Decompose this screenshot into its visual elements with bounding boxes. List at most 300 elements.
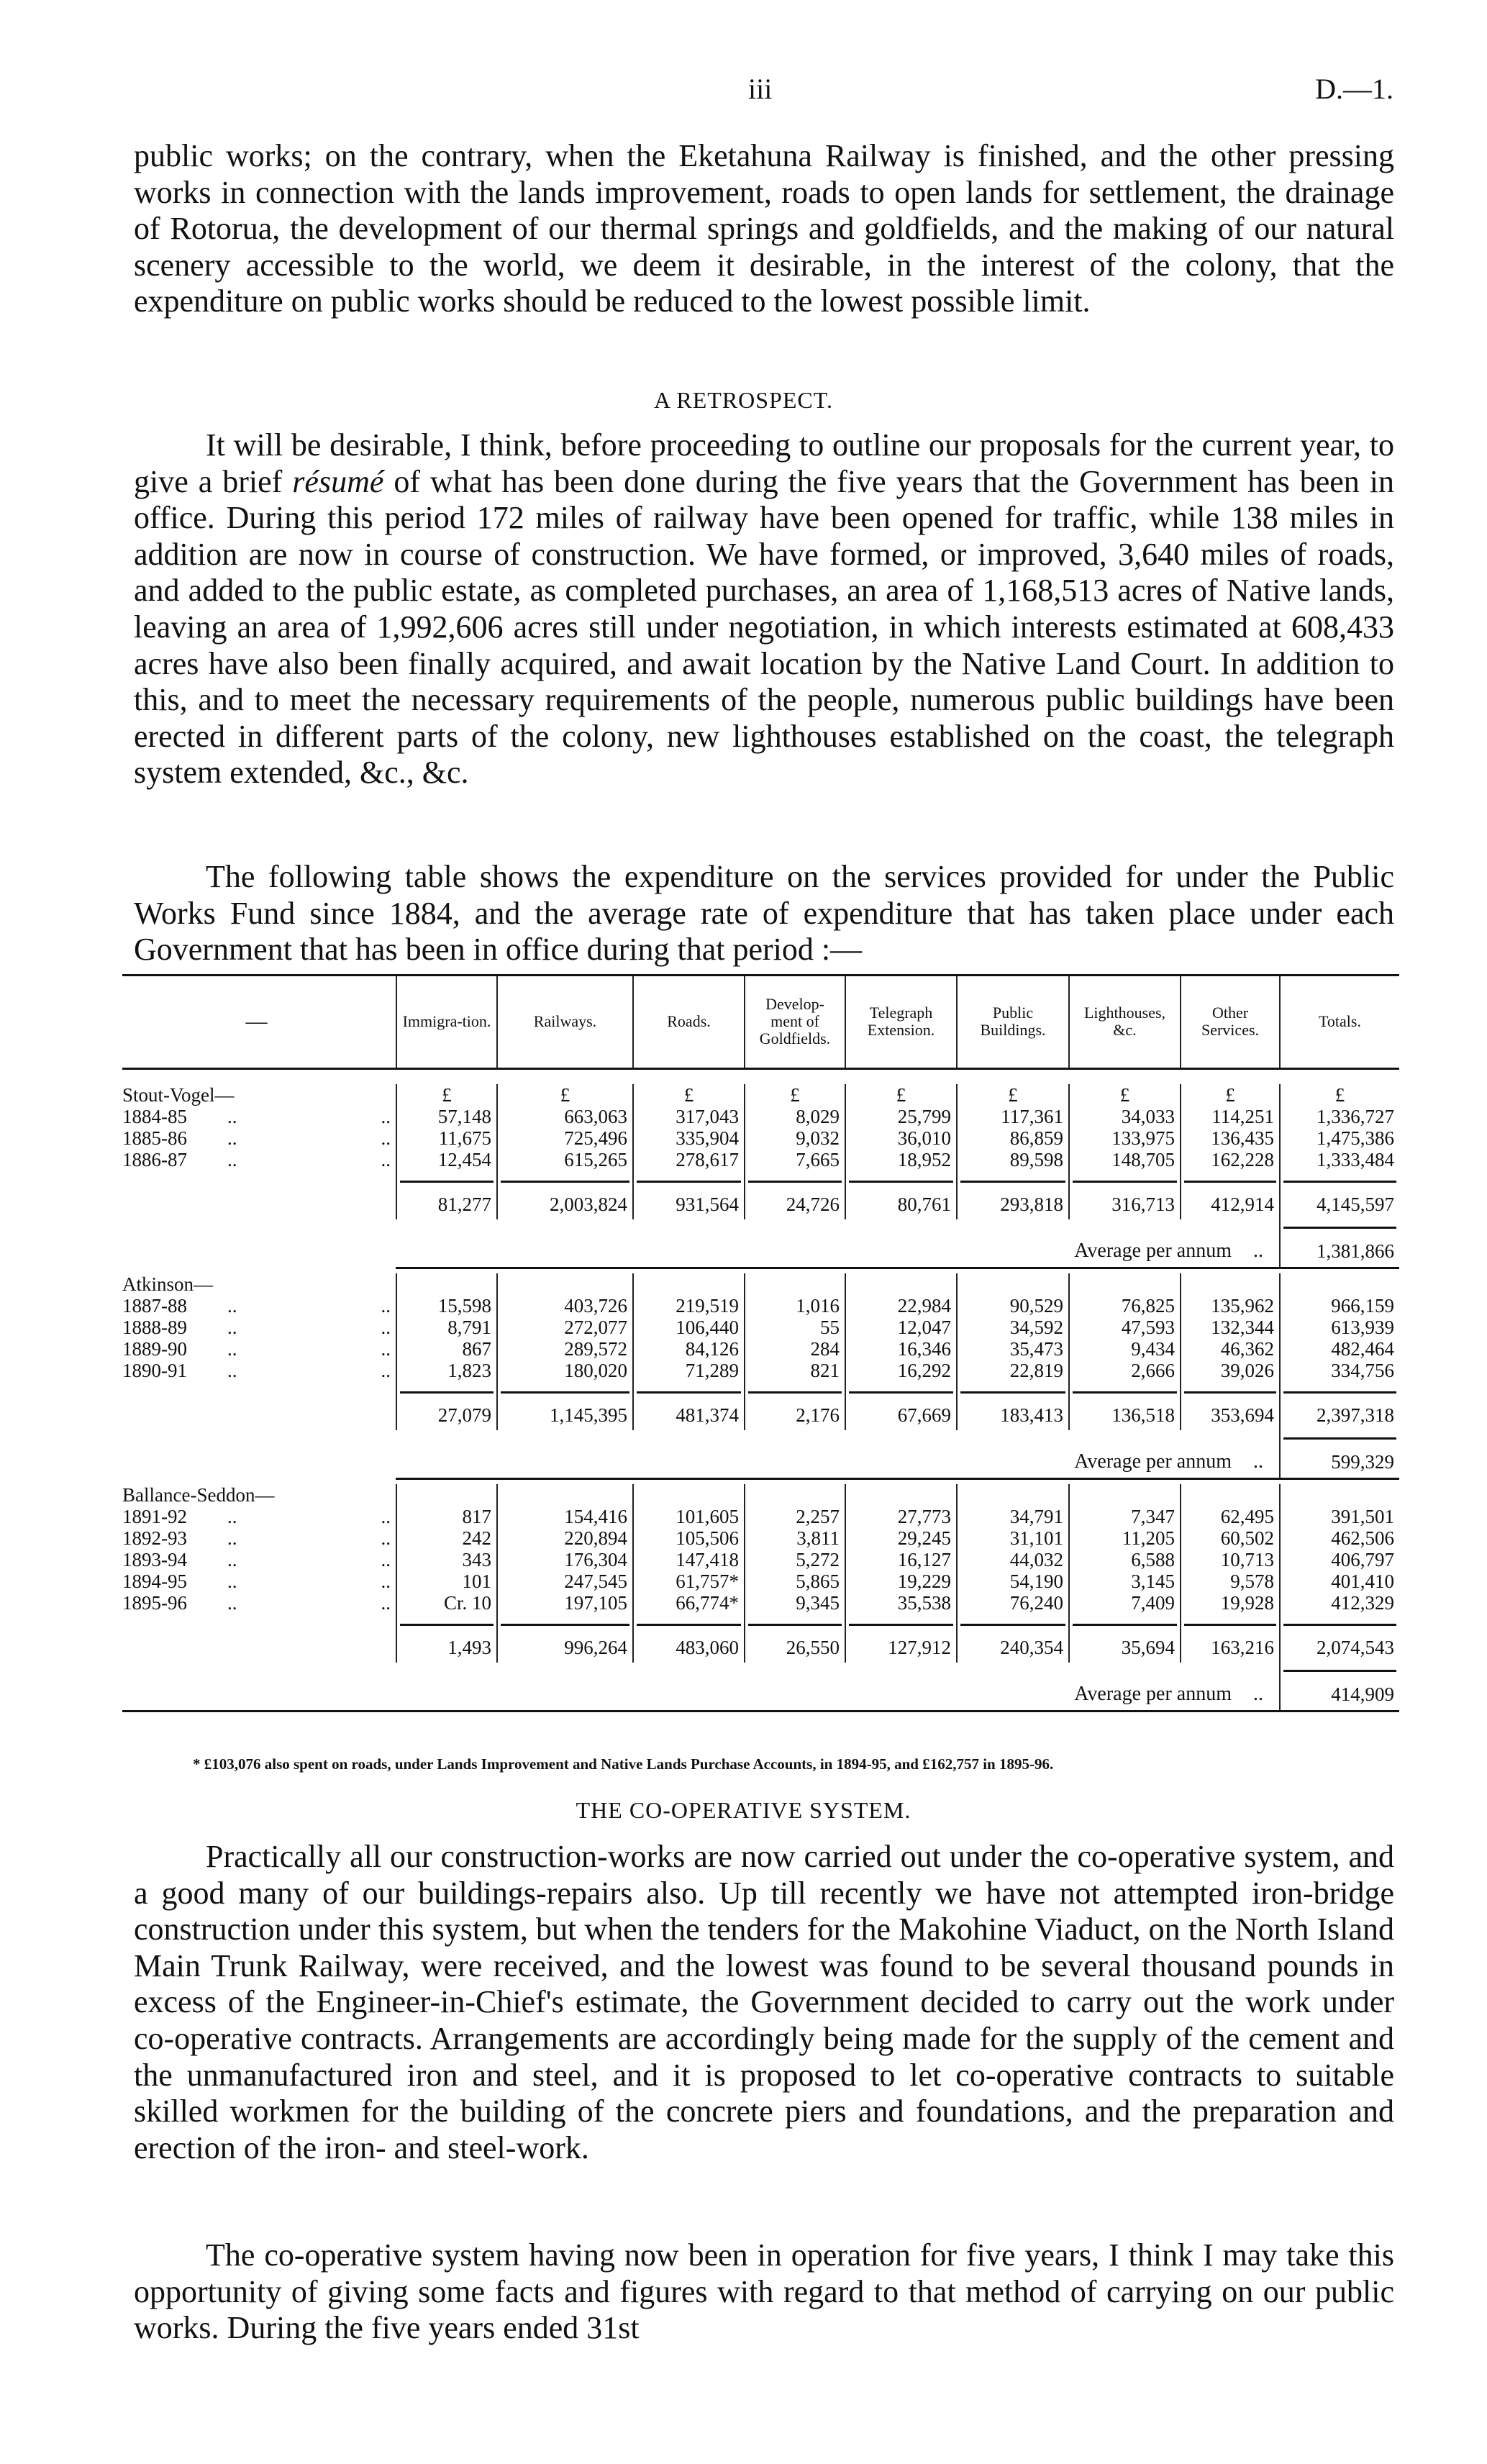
cell-value: 11,205 [1068,1527,1180,1549]
dots-1: .. [227,1127,237,1149]
empty-cell [1068,1273,1180,1295]
cell-value: 867 [396,1338,496,1360]
cell-value: 114,251 [1180,1106,1279,1127]
rule-cell [1068,1381,1180,1400]
cell-value: 272,077 [496,1317,632,1338]
group-total: 24,726 [744,1189,845,1219]
dots-2: .. [381,1592,391,1614]
dots-2: .. [381,1127,391,1149]
cell-value: 60,502 [1180,1527,1279,1549]
expenditure-table [122,976,1399,1717]
dots-1: .. [227,1295,237,1317]
dots-1: .. [227,1549,237,1570]
rule-cell [956,1170,1068,1189]
table-row [122,1592,1399,1614]
cell-value: 22,819 [956,1360,1068,1381]
group-total: 2,176 [744,1400,845,1430]
empty-cell [122,1614,396,1632]
currency-symbol: £ [1068,1084,1180,1106]
empty-cell [396,1484,496,1506]
dots-2: .. [381,1527,391,1549]
empty-cell [956,1484,1068,1506]
cell-value: 105,506 [632,1527,744,1549]
leader-dots [227,1592,391,1614]
group-total: 26,550 [744,1632,845,1663]
dots-2: .. [381,1506,391,1527]
cell-value: 62,495 [1180,1506,1279,1527]
document-reference: D.—1. [1315,73,1393,105]
paragraph-cooperative-years: The co-operative system having now been in operation for five years, I think I may take this opportunity of giving some facts and figures with regard to that method of carrying on our public works. During the five years ended 31st [134,2237,1394,2346]
cell-value: 44,032 [956,1549,1068,1570]
column-header: Totals. [1279,976,1399,1068]
cell-value: 101 [396,1570,496,1592]
dots-1: .. [227,1338,237,1360]
leader-dots [227,1317,391,1338]
header-bottom-rule [122,1068,1399,1070]
cell-value: 180,020 [496,1360,632,1381]
subtotal-rule [122,1170,1399,1189]
leader-dots [227,1149,391,1170]
retrospect-italic: résumé [292,463,384,499]
group-totals-row [122,1400,1399,1430]
cell-value: 7,409 [1068,1592,1180,1614]
currency-symbol: £ [496,1084,632,1106]
rule-cell [1279,1381,1399,1400]
cell-value: 403,726 [496,1295,632,1317]
cell-value: 35,538 [845,1592,956,1614]
group-total: 1,145,395 [496,1400,632,1430]
empty-cell [1068,1484,1180,1506]
dots-1: .. [227,1317,237,1338]
cell-value: 19,229 [845,1570,956,1592]
cell-value: 9,434 [1068,1338,1180,1360]
empty-cell [496,1484,632,1506]
leader-dots: .. [1253,1240,1263,1262]
cell-value: 817 [396,1506,496,1527]
cell-value: 821 [744,1360,845,1381]
rule-cell [1180,1614,1279,1632]
cell-value: 86,859 [956,1127,1068,1149]
row-total: 1,475,386 [1279,1127,1399,1149]
empty-cell [1180,1273,1279,1295]
heading-cooperative-system: THE CO-OPERATIVE SYSTEM. [576,1797,911,1823]
cell-value: 11,675 [396,1127,496,1149]
cell-value: 9,345 [744,1592,845,1614]
cell-value: 133,975 [1068,1127,1180,1149]
retrospect-text-a: It will be desirable, I think, before proceeding to outline our proposals for the current year, to give a brief [134,427,1394,499]
cell-value: 16,292 [845,1360,956,1381]
table-row [122,1317,1399,1338]
cell-value: 76,240 [956,1592,1068,1614]
paragraph-retrospect [134,427,1394,791]
table-row [122,1527,1399,1549]
cell-value: 76,825 [1068,1295,1180,1317]
cell-value: 147,418 [632,1549,744,1570]
paragraph-cooperative: Practically all our construction-works are now carried out under the co-operative system, and a good many of our buildings-repairs also. Up till recently we have not attempted iron-bridge construction under this system, but when the tenders for the Makohine Viaduct, on the North Island Main Trunk Railway, were received, and the lowest was found to be several thousand pounds in excess of the Engineer-in-Chief's estimate, the Government decided to carry out the work under co-operative contracts. Arrangements are accordingly being made for the supply of the cement and the unmanufactured iron and steel, and it is proposed to let co-operative contracts to suitable skilled workmen for the building of the concrete piers and foundations, and the preparation and erection of the iron- and steel-work. [134,1839,1394,2165]
cell-value: 5,865 [744,1570,845,1592]
rule-line [1283,1227,1396,1229]
cell-value: 90,529 [956,1295,1068,1317]
table-row [122,1549,1399,1570]
cell-value: 2,257 [744,1506,845,1527]
cell-value: 15,598 [396,1295,496,1317]
leader-dots [227,1106,391,1127]
cell-value: 16,346 [845,1338,956,1360]
leader-dots [227,1549,391,1570]
empty-cell [845,1484,956,1506]
government-name: Stout-Vogel— [122,1084,235,1106]
group-grand-total: 4,145,597 [1279,1189,1399,1219]
table-header-row [122,976,1399,1068]
year-label [122,1527,396,1549]
rule-cell [1180,1170,1279,1189]
year: 1886-87 [122,1149,187,1170]
average-row [122,1235,1399,1267]
average-label [122,1678,1279,1710]
group-total: 80,761 [845,1189,956,1219]
group-total: 353,694 [1180,1400,1279,1430]
group-total: 2,003,824 [496,1189,632,1219]
cell-value: 615,265 [496,1149,632,1170]
group-total: 1,493 [396,1632,496,1663]
year-label [122,1506,396,1527]
group-bottom-rule [396,1478,1399,1480]
page-number: iii [748,73,773,105]
average-per-annum: 414,909 [1279,1678,1399,1710]
year: 1894-95 [122,1570,187,1592]
dots-1: .. [227,1506,237,1527]
cell-value: 284 [744,1338,845,1360]
group-total: 163,216 [1180,1632,1279,1663]
column-header: Roads. [632,976,744,1068]
rule-cell [744,1381,845,1400]
cell-value: 117,361 [956,1106,1068,1127]
empty-cell [956,1273,1068,1295]
group-total: 127,912 [845,1632,956,1663]
empty-cell [1180,1484,1279,1506]
rule-cell [632,1381,744,1400]
average-rule-row [122,1663,1399,1678]
average-rule [1279,1663,1399,1678]
row-total: 412,329 [1279,1592,1399,1614]
group-total: 240,354 [956,1632,1068,1663]
cell-value: 7,665 [744,1149,845,1170]
year-label [122,1127,396,1149]
table-row [122,1106,1399,1127]
cell-value: 12,454 [396,1149,496,1170]
cell-value: 10,713 [1180,1549,1279,1570]
empty-cell [744,1273,845,1295]
average-text: Average per annum [1074,1450,1232,1473]
dots-2: .. [381,1295,391,1317]
cell-value: 101,605 [632,1506,744,1527]
cell-value: 6,588 [1068,1549,1180,1570]
cell-value: 55 [744,1317,845,1338]
year-label [122,1149,396,1170]
group-bottom-rule [122,1710,1399,1712]
heading-retrospect: A RETROSPECT. [654,387,833,413]
cell-value: 176,304 [496,1549,632,1570]
rule-cell [632,1170,744,1189]
empty-cell [122,1189,396,1219]
cell-value: 18,952 [845,1149,956,1170]
group-total: 67,669 [845,1400,956,1430]
empty-cell [122,1219,1279,1235]
cell-value: 3,145 [1068,1570,1180,1592]
cell-value: 663,063 [496,1106,632,1127]
leader-dots [227,1360,391,1381]
retrospect-text-b: of what has been done during the five years that the Government has been in office. During this period 172 miles of railway have been opened for traffic, while 138 miles in addition are now in course of construction. We have formed, or improved, 3,640 miles of roads, and added to the public estate, as completed purchases, an area of 1,168,513 acres of Native lands, leaving an area of 1,992,606 acres still under negotiation, in which interests estimated at 608,433 acres have also been finally acquired, and await location by the Native Land Court. In addition to this, and to meet the necessary requirements of the people, numerous public buildings have been erected in different parts of the colony, new lighthouses established on the coast, the telegraph system extended, &c., &c. [134,463,1395,791]
group-total: 996,264 [496,1632,632,1663]
rule-cell [496,1614,632,1632]
leader-dots: .. [1253,1450,1263,1473]
dots-2: .. [381,1570,391,1592]
rule-cell [845,1170,956,1189]
subtotal-rule [122,1381,1399,1400]
empty-cell [1279,1273,1399,1295]
cell-value: 8,029 [744,1106,845,1127]
dots-1: .. [227,1592,237,1614]
empty-cell [122,1663,1279,1678]
leader-dots [227,1295,391,1317]
table-row [122,1506,1399,1527]
table-row [122,1338,1399,1360]
rule-cell [956,1381,1068,1400]
cell-value: 9,032 [744,1127,845,1149]
average-rule [1279,1430,1399,1446]
leader-dots [227,1506,391,1527]
table-row [122,1295,1399,1317]
row-total: 1,336,727 [1279,1106,1399,1127]
empty-cell [496,1273,632,1295]
row-total: 462,506 [1279,1527,1399,1549]
government-name: Atkinson— [122,1273,214,1295]
leader-dots: .. [1253,1683,1263,1705]
empty-cell [632,1273,744,1295]
currency-symbol: £ [956,1084,1068,1106]
table-row [122,1127,1399,1149]
cell-value: 136,435 [1180,1127,1279,1149]
row-total: 391,501 [1279,1506,1399,1527]
cell-value: 35,473 [956,1338,1068,1360]
cell-value: 47,593 [1068,1317,1180,1338]
empty-cell [122,1381,396,1400]
subtotal-rule [122,1614,1399,1632]
row-total: 334,756 [1279,1360,1399,1381]
rule-cell [1180,1381,1279,1400]
cell-value: 9,578 [1180,1570,1279,1592]
cell-value: 25,799 [845,1106,956,1127]
year-label [122,1592,396,1614]
dots-1: .. [227,1570,237,1592]
rule-line [1283,1437,1396,1440]
group-total: 35,694 [1068,1632,1180,1663]
average-text: Average per annum [1074,1683,1232,1705]
cell-value: 57,148 [396,1106,496,1127]
cell-value: 725,496 [496,1127,632,1149]
cell-value: 19,928 [1180,1592,1279,1614]
table-row [122,1570,1399,1592]
average-label [122,1235,1279,1267]
empty-cell [122,1632,396,1663]
cell-value: 36,010 [845,1127,956,1149]
rule-cell [396,1381,496,1400]
dots-2: .. [381,1149,391,1170]
leader-dots [227,1338,391,1360]
government-name: Ballance-Seddon— [122,1484,275,1506]
group-total: 481,374 [632,1400,744,1430]
rule-cell [396,1614,496,1632]
dots-2: .. [381,1360,391,1381]
dots-1: .. [227,1360,237,1381]
cell-value: 71,289 [632,1360,744,1381]
cell-value: 220,894 [496,1527,632,1549]
year: 1892-93 [122,1527,187,1549]
average-label [122,1446,1279,1478]
group-total: 412,914 [1180,1189,1279,1219]
cell-value: 7,347 [1068,1506,1180,1527]
currency-symbol: £ [845,1084,956,1106]
row-total: 482,464 [1279,1338,1399,1360]
row-total: 966,159 [1279,1295,1399,1317]
cell-value: 162,228 [1180,1149,1279,1170]
rule-cell [744,1170,845,1189]
year: 1889-90 [122,1338,187,1360]
column-header: Lighthouses, &c. [1068,976,1180,1068]
column-header: Other Services. [1180,976,1279,1068]
cell-value: 247,545 [496,1570,632,1592]
group-label-row [122,1484,1399,1506]
group-totals-row [122,1632,1399,1663]
group-total: 483,060 [632,1632,744,1663]
cell-value: 89,598 [956,1149,1068,1170]
cell-value: 154,416 [496,1506,632,1527]
rule-cell [632,1614,744,1632]
cell-value: 106,440 [632,1317,744,1338]
dots-2: .. [381,1317,391,1338]
empty-cell [1279,1484,1399,1506]
cell-value: 46,362 [1180,1338,1279,1360]
group-total: 81,277 [396,1189,496,1219]
rule-cell [1068,1614,1180,1632]
year-label [122,1549,396,1570]
group-total: 136,518 [1068,1400,1180,1430]
cell-value: 27,773 [845,1506,956,1527]
rule-cell [744,1614,845,1632]
leader-dots [227,1127,391,1149]
table-row [122,1360,1399,1381]
rule-cell [496,1381,632,1400]
cell-value: 278,617 [632,1149,744,1170]
column-header: Immigra-tion. [396,976,496,1068]
year: 1893-94 [122,1549,187,1570]
group-total: 931,564 [632,1189,744,1219]
year: 1885-86 [122,1127,187,1149]
rule-cell [496,1170,632,1189]
group-totals-row [122,1189,1399,1219]
cell-value: Cr. 10 [396,1592,496,1614]
row-total: 1,333,484 [1279,1149,1399,1170]
cell-value: 1,823 [396,1360,496,1381]
column-header: Telegraph Extension. [845,976,956,1068]
empty-cell [744,1484,845,1506]
year-label [122,1338,396,1360]
rule-cell [1279,1614,1399,1632]
rule-line [1283,1670,1396,1672]
group-total: 316,713 [1068,1189,1180,1219]
paragraph-table-intro: The following table shows the expenditure on the services provided for under the Public Works Fund since 1884, and the average rate of expenditure that has taken place under each Government that has been in office during that period :— [134,859,1394,968]
average-text: Average per annum [1074,1240,1232,1262]
year: 1888-89 [122,1317,187,1338]
cell-value: 61,757* [632,1570,744,1592]
empty-cell [122,1400,396,1430]
dots-2: .. [381,1106,391,1127]
cell-value: 132,344 [1180,1317,1279,1338]
cell-value: 29,245 [845,1527,956,1549]
currency-symbol: £ [1279,1084,1399,1106]
year: 1884-85 [122,1106,187,1127]
cell-value: 219,519 [632,1295,744,1317]
cell-value: 8,791 [396,1317,496,1338]
leader-dots [227,1570,391,1592]
table-row [122,1149,1399,1170]
year: 1895-96 [122,1592,187,1614]
average-rule-row [122,1219,1399,1235]
year: 1890-91 [122,1360,187,1381]
table-footnote: * £103,076 also spent on roads, under Lands Improvement and Native Lands Purchase Accounts, in 1894-95, and £162,757 in 1895-96. [193,1755,1054,1773]
group-total: 183,413 [956,1400,1068,1430]
cell-value: 34,592 [956,1317,1068,1338]
cell-value: 2,666 [1068,1360,1180,1381]
year-label [122,1295,396,1317]
year: 1891-92 [122,1506,187,1527]
average-row [122,1678,1399,1710]
currency-symbol: £ [632,1084,744,1106]
cell-value: 242 [396,1527,496,1549]
cell-value: 34,033 [1068,1106,1180,1127]
average-rule-row [122,1430,1399,1446]
year-label [122,1360,396,1381]
empty-cell [122,1430,1279,1446]
group-grand-total: 2,397,318 [1279,1400,1399,1430]
empty-cell [396,1273,496,1295]
row-total: 406,797 [1279,1549,1399,1570]
paragraph-public-works: public works; on the contrary, when the Eketahuna Railway is finished, and the other pressing works in connection with the lands improvement, roads to open lands for settlement, the drainage of Rotorua, the development of our thermal springs and goldfields, and the making of our natural scenery accessible to the world, we deem it desirable, in the interest of the colony, that the expenditure on public works should be reduced to the lowest possible limit. [134,138,1394,319]
year-label [122,1106,396,1127]
cell-value: 31,101 [956,1527,1068,1549]
rule-cell [845,1614,956,1632]
average-per-annum: 1,381,866 [1279,1235,1399,1267]
cell-value: 317,043 [632,1106,744,1127]
column-header: Public Buildings. [956,976,1068,1068]
currency-symbol: £ [396,1084,496,1106]
rule-cell [1279,1170,1399,1189]
leader-dots [227,1527,391,1549]
rule-cell [1068,1170,1180,1189]
column-header: — [245,1009,268,1033]
year-label [122,1317,396,1338]
cell-value: 54,190 [956,1570,1068,1592]
rule-cell [396,1170,496,1189]
average-rule [1279,1219,1399,1235]
cell-value: 34,791 [956,1506,1068,1527]
row-total: 613,939 [1279,1317,1399,1338]
currency-symbol: £ [744,1084,845,1106]
cell-value: 22,984 [845,1295,956,1317]
cell-value: 197,105 [496,1592,632,1614]
group-bottom-rule [396,1267,1399,1269]
cell-value: 66,774* [632,1592,744,1614]
